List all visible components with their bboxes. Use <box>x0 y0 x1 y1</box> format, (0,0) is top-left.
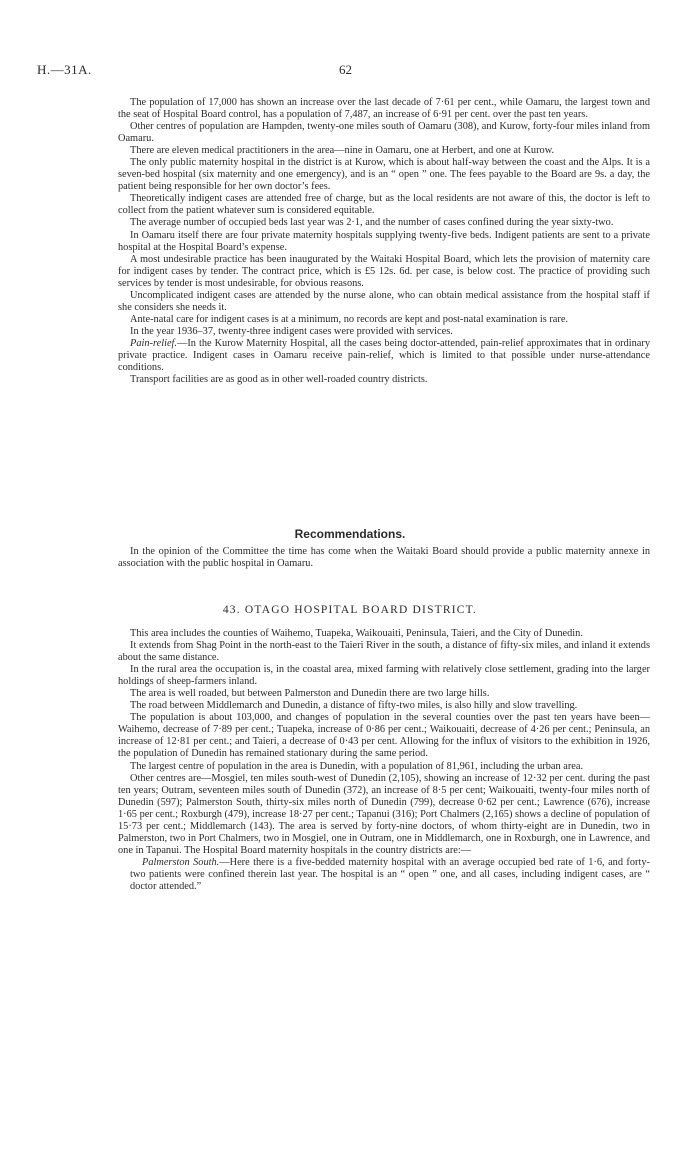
paragraph: The population is about 103,000, and changes of population in the several counties over the past ten years have been—Waihemo, decrease of 7·89 per cent.; Tuapeka, increase of 0·86 per cent.; Waikouaiti, decrease of 4·26 per cent.; Peninsula, an increase of 12·81 per cent.; and Taieri, a decrease of 0·43 per cent. Allowing for the influx of visitors to the exhibition in 1926, the population of Dunedin has remained stationary during the same period. <box>118 712 650 760</box>
palmerston-paragraph <box>118 857 650 893</box>
recommendations-block <box>118 546 650 570</box>
paragraph: It extends from Shag Point in the north-east to the Taieri River in the south, a distance of fifty-six miles, and inland it extends about the same distance. <box>118 640 650 664</box>
paragraph: The road between Middlemarch and Dunedin, a distance of fifty-two miles, is also hilly and slow travelling. <box>130 700 578 712</box>
paragraph: A most undesirable practice has been inaugurated by the Waitaki Hospital Board, which lets the provision of maternity care for indigent cases by tender. The contract price, which is £5 12s. 6d. per case, is below cost. The practice of providing such services by tender is most undesirable, for obvious reasons. <box>118 253 650 289</box>
palmerston-text: —Here there is a five-bedded maternity hospital with an average occupied bed rate of 1·6, and forty-two patients were confined therein last year. The hospital is an “ open ” one, and all cases, including indigent cases, are “ doctor attended.” <box>130 856 650 892</box>
paragraph: Theoretically indigent cases are attended free of charge, but as the local residents are not aware of this, the doctor is left to collect from the patient whatever sum is considered equitable. <box>118 193 650 217</box>
pain-relief-heading: Pain-relief. <box>130 337 178 349</box>
palmerston-heading: Palmerston South. <box>142 856 220 868</box>
recommendations-text: In the opinion of the Committee the time has come when the Waitaki Board should provide a public maternity annexe in association with the public hospital in Oamaru. <box>118 546 650 570</box>
pain-relief-paragraph <box>118 338 650 374</box>
paragraph: The population of 17,000 has shown an increase over the last decade of 7·61 per cent., while Oamaru, the largest town and the seat of Hospital Board control, has a population of 7,487, an increase of 6·91 per cent. over the past ten years. <box>118 97 650 121</box>
paragraph: Other centres of population are Hampden, twenty-one miles south of Oamaru (308), and Kurow, forty-four miles inland from Oamaru. <box>118 121 650 145</box>
paragraph: Transport facilities are as good as in other well-roaded country districts. <box>130 374 428 386</box>
paragraph: Uncomplicated indigent cases are attended by the nurse alone, who can obtain medical assistance from the hospital staff if she considers she needs it. <box>118 289 650 313</box>
paragraph: The average number of occupied beds last year was 2·1, and the number of cases confined during the year sixty-two. <box>130 217 614 229</box>
paragraph: There are eleven medical practitioners in the area—nine in Oamaru, one at Herbert, and one at Kurow. <box>130 145 555 157</box>
section-heading: 43. OTAGO HOSPITAL BOARD DISTRICT. <box>222 604 478 616</box>
paragraph: The largest centre of population in the area is Dunedin, with a population of 81,961, including the urban area. <box>130 760 584 772</box>
pain-relief-text: —In the Kurow Maternity Hospital, all the cases being doctor-attended, pain-relief approximates that in ordinary private practice. Indigent cases in Oamaru receive pain-relief, which is limited to that possible under nurse-attendance conditions. <box>118 337 650 374</box>
paragraph: Other centres are—Mosgiel, ten miles south-west of Dunedin (2,105), showing an increase of 12·32 per cent. during the past ten years; Outram, seventeen miles south of Dunedin (372), an increase of 8·5 per cent; Waikouaiti, twenty-four miles north of Dunedin (597); Palmerston South, thirty-six miles north of Dunedin (799), decrease 0·62 per cent.; Lawrence (676), increase 1·65 per cent.; Roxburgh (479), increase 18·27 per cent.; Tapanui (316); Port Chalmers (2,165) shows a decline of population of 15·73 per cent.; Middlemarch (143). The area is served by forty-nine doctors, of whom thirty-eight are in Dunedin, two in Palmerston, two in Port Chalmers, two in Mosgiel, one in Outram, one in Middlemarch, one in Roxburgh, one in Lawrence, and one in Tapanui. The Hospital Board maternity hospitals in the country districts are:— <box>118 772 650 856</box>
otago-text-block <box>118 628 650 893</box>
paragraph: Ante-natal care for indigent cases is at a minimum, no records are kept and post-natal examination is rare. <box>130 313 569 325</box>
recommendations-heading: Recommendations. <box>294 527 406 541</box>
page-number: 62 <box>339 62 352 77</box>
paragraph: The only public maternity hospital in the district is at Kurow, which is about half-way between the coast and the Alps. It is a seven-bed hospital (six maternity and one emergency), and is an “ open ” one. The fees payable to the Board are 9s. a day, the patient being responsible for her own doctor’s fees. <box>118 157 650 193</box>
paragraph: In the rural area the occupation is, in the coastal area, mixed farming with relatively close settlement, grading into the larger holdings of sheep-farmers inland. <box>118 664 650 688</box>
waitaki-text-block <box>118 97 650 386</box>
paragraph: This area includes the counties of Waihemo, Tuapeka, Waikouaiti, Peninsula, Taieri, and the City of Dunedin. <box>130 628 583 639</box>
paragraph: In Oamaru itself there are four private maternity hospitals supplying twenty-five beds. Indigent patients are sent to a private hospital at the Hospital Board’s expense. <box>118 229 650 253</box>
paragraph: In the year 1936–37, twenty-three indigent cases were provided with services. <box>130 325 453 337</box>
document-reference: H.—31A. <box>37 62 92 77</box>
paragraph: The area is well roaded, but between Palmerston and Dunedin there are two large hills. <box>130 688 490 700</box>
